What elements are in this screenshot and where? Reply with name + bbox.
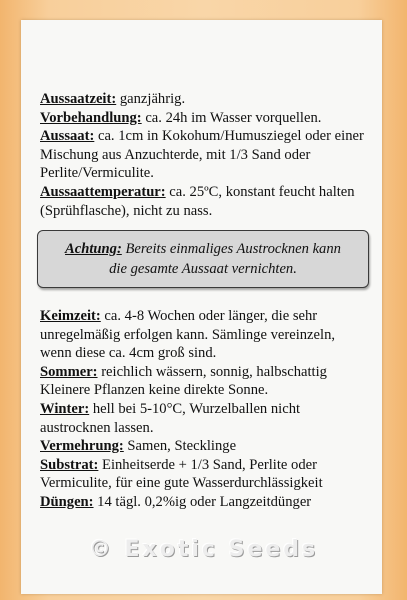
section-text: ca. 1cm in Kokohum/Humusziegel oder einer Mischung aus Anzuchterde, mit 1/3 Sand oder Perlite/Vermiculite. xyxy=(40,128,364,182)
section-text: Samen, Stecklinge xyxy=(123,438,237,455)
section-text: Einheitserde + 1/3 Sand, Perlite oder Vermiculite, für eine gute Wasserdurchlässigkeit xyxy=(40,456,323,492)
section-label: Düngen: xyxy=(40,493,94,510)
section-label: Sommer: xyxy=(40,363,98,380)
section-text: ca. 4-8 Wochen oder länger, die sehr unregelmäßig erfolgen kann. Sämlinge vereinzeln, wenn diese ca. 4cm groß sind. xyxy=(40,308,336,362)
warning-line-1 xyxy=(38,239,368,259)
warning-line-2: die gesamte Aussaat vernichten. xyxy=(109,261,297,277)
section-label: Substrat: xyxy=(40,456,99,473)
section-text: reichlich wässern, sonnig, halbschattig Kleinere Pflanzen keine direkte Sonne. xyxy=(40,363,327,399)
care-instructions-bottom xyxy=(40,307,370,512)
copyright-watermark: © Exotic Seeds xyxy=(88,537,319,562)
warning-text-1: Bereits einmaliges Austrocknen kann xyxy=(121,241,341,257)
warning-box xyxy=(37,230,369,288)
section-label: Aussaat: xyxy=(40,128,95,145)
section-vermehrung xyxy=(40,437,370,456)
section-text: ca. 25ºC, konstant feucht halten (Sprühflasche), nicht zu nass. xyxy=(40,183,355,219)
section-substrat xyxy=(40,456,370,493)
section-label: Vermehrung: xyxy=(40,438,124,455)
section-aussaattemperatur xyxy=(40,183,370,220)
section-text: 14 tägl. 0,2%ig oder Langzeitdünger xyxy=(93,493,312,510)
section-label: Aussaatzeit: xyxy=(40,91,117,107)
section-label: Winter: xyxy=(40,400,90,417)
section-keimzeit xyxy=(40,307,370,363)
section-label: Vorbehandlung: xyxy=(40,109,142,126)
section-winter xyxy=(40,400,370,437)
section-label: Keimzeit: xyxy=(40,308,101,324)
section-text: hell bei 5-10°C, Wurzelballen nicht austrocknen lassen. xyxy=(40,400,301,436)
section-text: ca. 24h im Wasser vorquellen. xyxy=(141,109,322,126)
section-duengen xyxy=(40,493,370,512)
section-aussaat xyxy=(40,127,370,183)
warning-label: Achtung: xyxy=(65,241,122,257)
section-vorbehandlung xyxy=(40,109,370,128)
section-aussaatzeit xyxy=(40,90,370,109)
care-instructions-top xyxy=(40,90,370,220)
section-sommer xyxy=(40,363,370,400)
section-label: Aussaattemperatur: xyxy=(40,183,166,200)
section-text: ganzjährig. xyxy=(116,91,186,107)
